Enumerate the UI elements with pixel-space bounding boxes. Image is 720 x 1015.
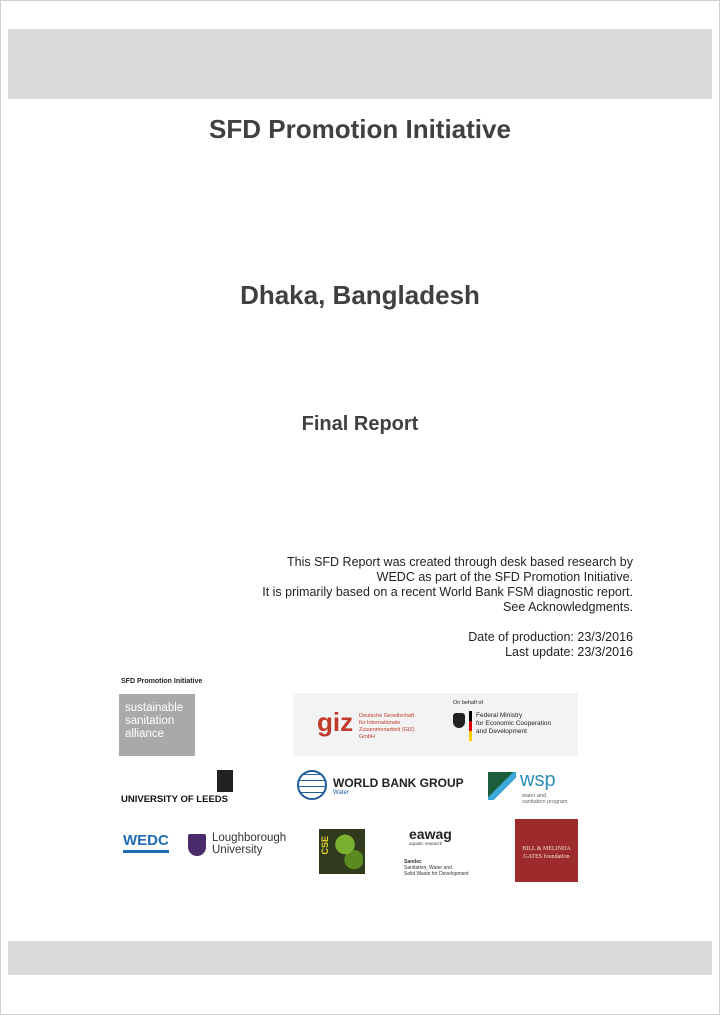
world-bank-logo — [297, 768, 477, 804]
location-title: Dhaka, Bangladesh — [240, 280, 480, 310]
giz-wordmark: giz — [317, 707, 354, 737]
ssa-line: sustainable — [125, 702, 184, 714]
shield-icon — [188, 834, 206, 856]
wsp-mark-icon — [488, 772, 516, 800]
sandec-line: Sanitation, Water and — [404, 865, 452, 871]
gates-foundation-logo — [515, 819, 578, 882]
giz-logo — [293, 693, 578, 756]
lboro-line: Loughborough — [212, 832, 287, 844]
eagle-icon — [453, 713, 465, 728]
sandec-text — [404, 859, 469, 877]
bmz-line: Federal Ministry — [476, 712, 523, 719]
giz-line: für Internationale — [359, 720, 401, 726]
tower-icon — [217, 770, 233, 792]
eawag-logo — [404, 826, 484, 878]
description-line: See Acknowledgments. — [503, 600, 633, 614]
loughborough-logo — [188, 832, 288, 862]
leeds-logo — [121, 770, 237, 806]
wsp-line: sanitation program — [522, 799, 568, 805]
description-line: WEDC as part of the SFD Promotion Initiative. — [376, 570, 633, 584]
bmz-line: and Development — [476, 728, 527, 735]
sandec-line: Solid Waste for Development — [404, 871, 469, 877]
dates — [468, 630, 633, 660]
leaf-icon — [333, 833, 363, 871]
wbg-name: WORLD BANK GROUP — [333, 776, 464, 790]
cse-logo — [319, 829, 365, 874]
wsp-sub — [522, 793, 568, 805]
ssa-line: alliance — [125, 728, 164, 740]
initiative-title: SFD Promotion Initiative — [209, 114, 511, 144]
last-update: Last update: 23/3/2016 — [505, 645, 633, 659]
wbg-sub: Water — [333, 790, 349, 796]
ssa-line: sanitation — [125, 715, 175, 727]
leeds-name: UNIVERSITY OF LEEDS — [121, 794, 228, 805]
description-line: It is primarily based on a recent World Bank FSM diagnostic report. — [262, 585, 633, 599]
header-band — [8, 29, 712, 99]
sandec-name: Sandec — [404, 859, 422, 865]
gates-line: BILL & MELINDA — [522, 846, 571, 852]
bmz-text — [476, 712, 551, 736]
initiative-caption: SFD Promotion Initiative — [121, 678, 203, 685]
gates-line: GATES foundation — [523, 854, 570, 860]
footer-band — [8, 941, 712, 975]
eawag-name: eawag — [409, 826, 452, 842]
description — [203, 555, 633, 615]
wsp-line: water and — [522, 793, 547, 799]
wsp-logo — [488, 768, 582, 804]
lboro-name — [212, 832, 286, 856]
eawag-sub: aquatic research — [409, 841, 443, 846]
production-date: Date of production: 23/3/2016 — [468, 630, 633, 644]
globe-icon — [297, 770, 327, 800]
german-flag-icon — [469, 711, 472, 741]
giz-line: Deutsche Gesellschaft — [359, 713, 415, 719]
giz-line: Zusammenarbeit (GIZ) GmbH — [359, 727, 415, 740]
wedc-logo: WEDC — [123, 832, 169, 853]
cse-name: CSE — [320, 836, 330, 855]
giz-fullname — [359, 713, 429, 741]
report-type: Final Report — [301, 413, 419, 435]
description-line: This SFD Report was created through desk based research by — [286, 555, 633, 569]
on-behalf-label: On behalf of — [453, 700, 483, 706]
ssa-logo — [119, 694, 195, 756]
bmz-line: for Economic Cooperation — [476, 720, 552, 727]
wsp-name: wsp — [520, 769, 556, 791]
lboro-line: University — [212, 844, 263, 856]
